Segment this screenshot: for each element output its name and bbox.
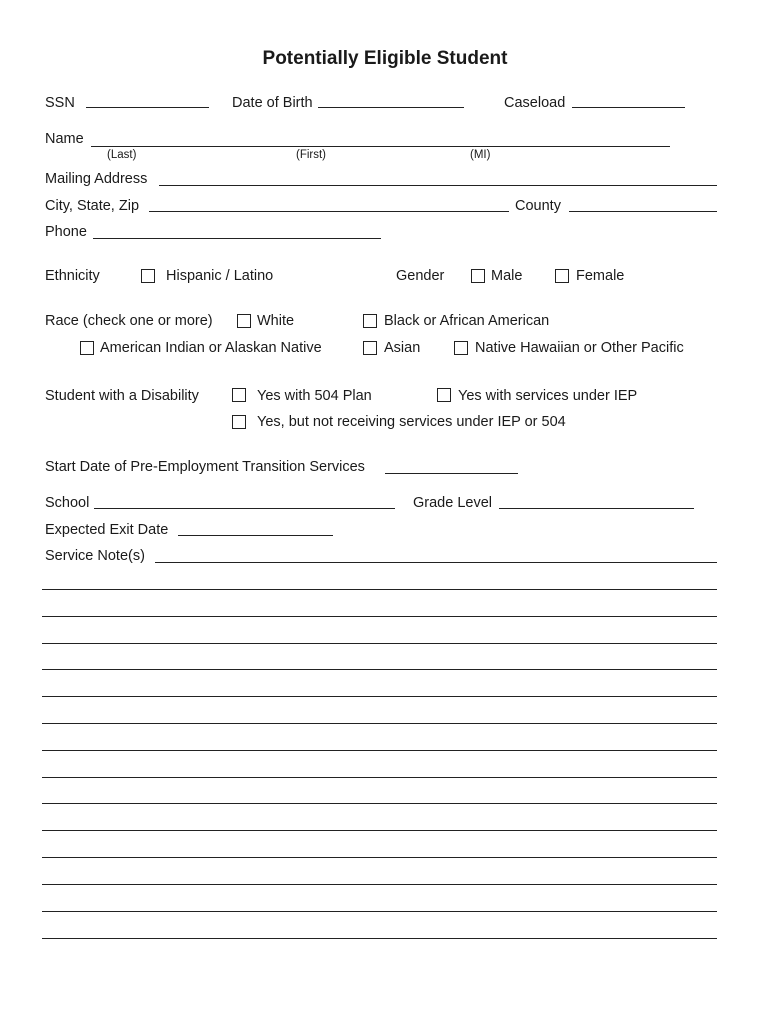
black-checkbox[interactable]	[363, 314, 377, 328]
yes-iep-label: Yes with services under IEP	[458, 388, 638, 404]
service-notes-line[interactable]	[42, 696, 717, 697]
female-checkbox[interactable]	[555, 269, 569, 283]
mailing-address-field[interactable]	[159, 185, 717, 186]
caseload-label: Caseload	[504, 95, 566, 111]
city-state-zip-label: City, State, Zip	[45, 198, 140, 214]
yes-504-checkbox[interactable]	[232, 388, 246, 402]
native-hawaiian-label: Native Hawaiian or Other Pacific	[475, 340, 684, 356]
name-last-caption: (Last)	[107, 149, 137, 161]
exit-date-field[interactable]	[178, 535, 333, 536]
name-field[interactable]	[91, 146, 670, 147]
phone-label: Phone	[45, 224, 87, 240]
page-title: Potentially Eligible Student	[262, 48, 508, 69]
service-notes-line[interactable]	[42, 723, 717, 724]
gender-label: Gender	[396, 268, 445, 284]
hispanic-checkbox[interactable]	[141, 269, 155, 283]
school-label: School	[45, 495, 90, 511]
service-notes-line[interactable]	[42, 830, 717, 831]
male-label: Male	[491, 268, 523, 284]
service-notes-line[interactable]	[155, 562, 717, 563]
race-label: Race (check one or more)	[45, 313, 213, 329]
disability-label: Student with a Disability	[45, 388, 199, 404]
service-notes-line[interactable]	[42, 857, 717, 858]
name-mi-caption: (MI)	[470, 149, 491, 161]
name-label: Name	[45, 131, 84, 147]
dob-field[interactable]	[318, 107, 464, 108]
service-notes-line[interactable]	[42, 589, 717, 590]
native-hawaiian-checkbox[interactable]	[454, 341, 468, 355]
name-first-caption: (First)	[296, 149, 327, 161]
start-date-label: Start Date of Pre-Employment Transition Services	[45, 459, 365, 475]
service-notes-line[interactable]	[42, 884, 717, 885]
male-checkbox[interactable]	[471, 269, 485, 283]
grade-level-label: Grade Level	[413, 495, 492, 511]
service-notes-line[interactable]	[42, 750, 717, 751]
service-notes-line[interactable]	[42, 911, 717, 912]
mailing-address-label: Mailing Address	[45, 171, 148, 187]
school-field[interactable]	[94, 508, 395, 509]
service-notes-line[interactable]	[42, 669, 717, 670]
caseload-field[interactable]	[572, 107, 685, 108]
city-state-zip-field[interactable]	[149, 211, 509, 212]
yes-not-receiving-label: Yes, but not receiving services under IEP or 504	[257, 414, 566, 430]
county-label: County	[515, 198, 561, 214]
service-notes-line[interactable]	[42, 777, 717, 778]
grade-level-field[interactable]	[499, 508, 694, 509]
white-checkbox[interactable]	[237, 314, 251, 328]
dob-label: Date of Birth	[232, 95, 313, 111]
black-label: Black or African American	[384, 313, 550, 329]
service-notes-line[interactable]	[42, 643, 717, 644]
ethnicity-label: Ethnicity	[45, 268, 100, 284]
yes-iep-checkbox[interactable]	[437, 388, 451, 402]
ssn-label: SSN	[45, 95, 75, 111]
white-label: White	[257, 313, 295, 329]
american-indian-checkbox[interactable]	[80, 341, 94, 355]
service-notes-line[interactable]	[42, 803, 717, 804]
yes-504-label: Yes with 504 Plan	[257, 388, 372, 404]
ssn-field[interactable]	[86, 107, 209, 108]
phone-field[interactable]	[93, 238, 381, 239]
exit-date-label: Expected Exit Date	[45, 522, 169, 538]
asian-label: Asian	[384, 340, 421, 356]
county-field[interactable]	[569, 211, 717, 212]
asian-checkbox[interactable]	[363, 341, 377, 355]
service-notes-label: Service Note(s)	[45, 548, 145, 564]
hispanic-label: Hispanic / Latino	[166, 268, 274, 284]
service-notes-line[interactable]	[42, 616, 717, 617]
american-indian-label: American Indian or Alaskan Native	[100, 340, 322, 356]
start-date-field[interactable]	[385, 473, 518, 474]
female-label: Female	[576, 268, 625, 284]
service-notes-line[interactable]	[42, 938, 717, 939]
yes-not-receiving-checkbox[interactable]	[232, 415, 246, 429]
